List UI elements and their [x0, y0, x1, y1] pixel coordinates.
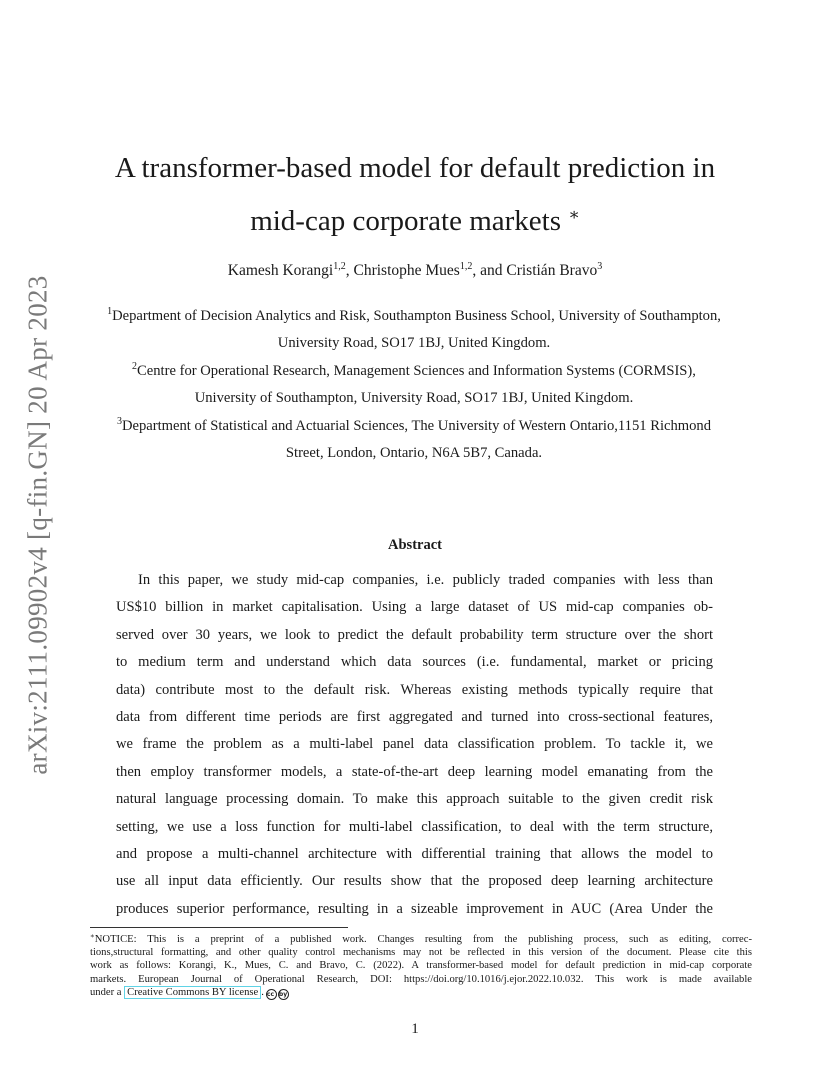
abstract-body: [116, 567, 713, 923]
abstract-line: data) contribute most to the default risk. Whereas existing methods typically require that: [116, 681, 713, 698]
affiliation-mark: 2: [132, 360, 138, 372]
author-separator: , and: [472, 262, 507, 279]
footnote-line: under a Creative Commons BY license . cc by: [90, 986, 752, 999]
arxiv-identifier-stamp: arXiv:2111.09902v4 [q-fin.GN] 20 Apr 2023: [22, 275, 53, 775]
title-line-1: A transformer-based model for default prediction in: [114, 152, 716, 184]
creative-commons-icon: cc: [266, 989, 277, 1000]
author-affiliation-mark: 3: [597, 261, 603, 272]
footnote-line: ∗NOTICE: This is a preprint of a published work. Changes resulting from the publishing process, such as editing, correc-: [90, 932, 752, 945]
title-line-2: mid-cap corporate markets: [250, 205, 561, 237]
affiliation-mark: 1: [107, 306, 113, 317]
cc-license-badge: [266, 987, 290, 1000]
page-number: 1: [411, 1021, 419, 1037]
footnote-divider: [90, 927, 348, 928]
abstract-line: then employ transformer models, a state-of-the-art deep learning model emanating from the: [116, 763, 713, 780]
abstract-line: and propose a multi-channel architecture with differential training that allows the model to: [116, 845, 713, 862]
author-affiliation-mark: 1,2: [333, 261, 346, 272]
abstract-heading: Abstract: [388, 537, 442, 553]
author-name: Christophe Mues: [353, 262, 460, 279]
footnote-line: work as follows: Korangi, K., Mues, C. and Bravo, C. (2022). A transformer-based model for default prediction in mid-cap corporate: [90, 960, 752, 972]
affiliation-line: Department of Statistical and Actuarial Sciences, The University of Western Ontario,1151 Richmond: [121, 417, 712, 434]
affiliation-line: University of Southampton, University Road, SO17 1BJ, United Kingdom.: [194, 390, 634, 407]
footnote: [90, 933, 752, 999]
author-name: Cristián Bravo: [506, 262, 598, 279]
author-name: Kamesh Korangi: [227, 262, 334, 279]
abstract-line: setting, we use a loss function for multi-label classification, to deal with the term structure,: [116, 818, 713, 835]
footnote-mark: ∗: [90, 932, 95, 940]
abstract-line: natural language processing domain. To make this approach suitable to the given credit risk: [116, 791, 713, 808]
abstract-line: to medium term and understand which data sources (i.e. fundamental, market or pricing: [116, 654, 713, 671]
affiliation-line: Street, London, Ontario, N6A 5B7, Canada.: [285, 445, 543, 462]
author-affiliation-mark: 1,2: [459, 261, 473, 272]
footnote-line: tions,structural formatting, and other quality control mechanisms may not be reflected in this version of the document. Please cite this: [90, 947, 752, 959]
creative-commons-license-link[interactable]: Creative Commons BY license: [124, 986, 261, 999]
paper-title: [90, 142, 740, 248]
abstract-line: data from different time periods are first aggregated and turned into cross-sectional features,: [116, 708, 713, 725]
abstract-line: produces superior performance, resulting in a sizeable improvement in AUC (Area Under the: [116, 900, 713, 917]
affiliation-list: [60, 303, 768, 467]
affiliation-line: University Road, SO17 1BJ, United Kingdom.: [277, 335, 551, 352]
abstract-line: served over 30 years, we look to predict the default probability term structure over the short: [116, 626, 713, 643]
abstract-line: we frame the problem as a multi-label panel data classification problem. To tackle it, we: [116, 736, 713, 753]
affiliation-mark: 3: [116, 415, 122, 427]
footnote-line: markets. European Journal of Operational Research, DOI: https://doi.org/10.1016/j.ejor.2022.10.032. This work is made available: [90, 973, 752, 985]
affiliation-line: Centre for Operational Research, Management Sciences and Information Systems (CORMSIS),: [137, 362, 696, 379]
abstract-line: use all input data efficiently. Our results show that the proposed deep learning architecture: [116, 873, 713, 890]
attribution-icon: by: [278, 990, 288, 998]
author-list: [90, 262, 740, 280]
affiliation-line: Department of Decision Analytics and Risk, Southampton Business School, University of Southampton,: [112, 308, 721, 324]
author-separator: ,: [345, 262, 354, 279]
title-footnote-mark: ∗: [568, 205, 580, 224]
abstract-line: In this paper, we study mid-cap companies, i.e. publicly traded companies with less than: [138, 572, 713, 588]
abstract-line: US$10 billion in market capitalisation. Using a large dataset of US mid-cap companies ob-: [116, 599, 713, 616]
affiliation: [60, 303, 768, 358]
affiliation: [60, 358, 768, 413]
affiliation: [60, 413, 768, 468]
